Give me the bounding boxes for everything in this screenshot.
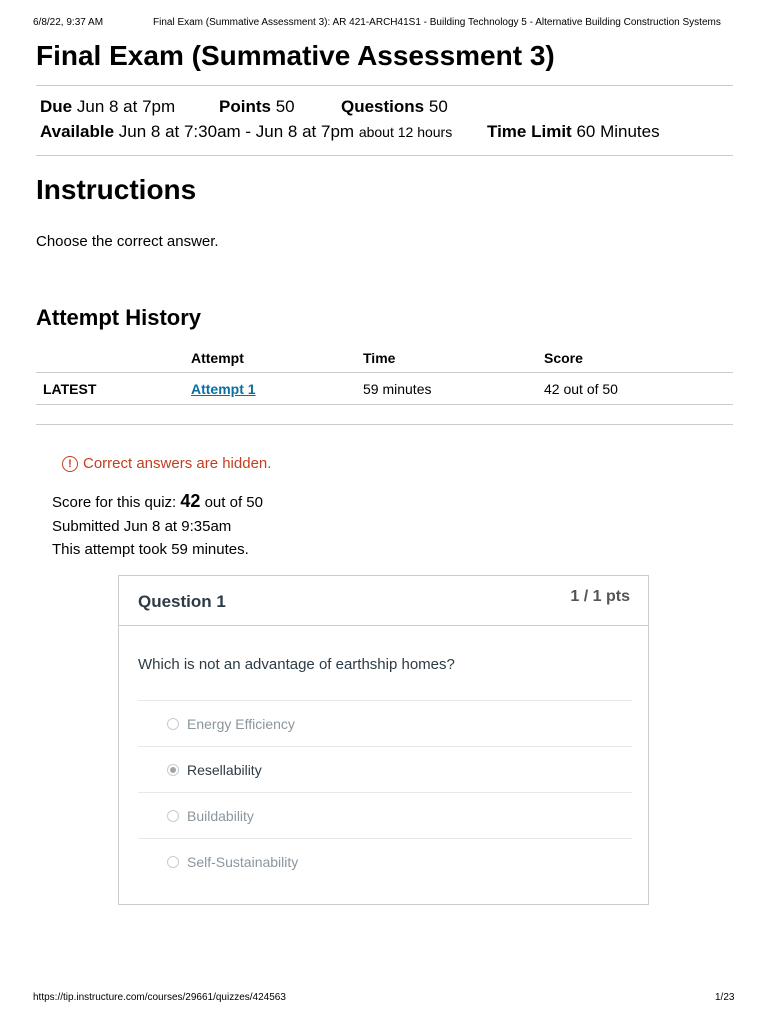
print-page-number: 1/23 [715,992,735,1003]
available-value: Jun 8 at 7:30am - Jun 8 at 7pm [118,122,355,141]
attempt-score: 42 out of 50 [544,373,733,405]
submitted-time: Submitted Jun 8 at 9:35am [52,518,232,535]
answer-option[interactable] [138,792,632,838]
print-document-title: Final Exam (Summative Assessment 3): AR 421-ARCH41S1 - Building Technology 5 - Alternative Building Construction Systems [153,17,721,28]
attempt-row-label: LATEST [36,373,191,405]
divider [36,155,733,156]
divider [36,424,733,425]
attempt-cell [191,373,363,405]
answer-label: Self-Sustainability [187,853,299,870]
available-duration: about 12 hours [358,124,453,140]
answer-option[interactable] [138,838,632,884]
score-suffix: out of 50 [204,494,263,511]
time-limit-label: Time Limit [487,122,572,141]
table-header-row [36,344,733,373]
column-header [36,344,191,373]
warning-text: Correct answers are hidden. [83,455,272,472]
quiz-score [52,491,263,512]
time-limit-info [487,122,660,142]
due-info [40,97,175,117]
attempt-time: 59 minutes [363,373,544,405]
attempt-history-table [36,344,733,405]
points-value: 50 [275,97,295,116]
attempt-history-heading: Attempt History [36,305,202,330]
answer-option[interactable] [138,700,632,746]
warning-icon: ! [62,456,78,472]
questions-label: Questions [341,97,425,116]
due-label: Due [40,97,73,116]
table-row [36,373,733,405]
instructions-text: Choose the correct answer. [36,233,219,250]
question-title: Question 1 [138,592,226,611]
points-info [219,97,295,117]
due-value: Jun 8 at 7pm [76,97,176,116]
attempt-duration: This attempt took 59 minutes. [52,541,249,558]
column-header-attempt: Attempt [191,350,244,366]
questions-value: 50 [428,97,448,116]
score-prefix: Score for this quiz: [52,494,177,511]
page-title: Final Exam (Summative Assessment 3) [36,40,555,71]
radio-button[interactable] [167,856,179,868]
answer-list [138,700,632,884]
radio-button[interactable] [167,810,179,822]
radio-button[interactable] [167,718,179,730]
column-header-score: Score [544,350,583,366]
score-value: 42 [180,491,201,511]
available-info [40,122,452,142]
radio-button-selected[interactable] [167,764,179,776]
correct-answers-hidden-notice [62,455,271,472]
points-label: Points [219,97,271,116]
answer-label: Resellability [187,761,262,778]
time-limit-value: 60 Minutes [576,122,660,141]
answer-option-selected[interactable] [138,746,632,792]
question-points: 1 / 1 pts [570,588,630,605]
attempt-1-link[interactable]: Attempt 1 [191,380,256,397]
question-card [118,575,649,905]
print-url: https://tip.instructure.com/courses/29661/quizzes/424563 [33,992,286,1003]
question-header [119,576,648,626]
divider [36,85,733,86]
print-datetime: 6/8/22, 9:37 AM [33,17,104,28]
instructions-heading: Instructions [36,174,197,205]
answer-label: Energy Efficiency [187,715,295,732]
column-header-time: Time [363,350,396,366]
answer-label: Buildability [187,807,254,824]
available-label: Available [40,122,115,141]
questions-info [341,97,448,117]
question-text: Which is not an advantage of earthship homes? [138,656,455,673]
